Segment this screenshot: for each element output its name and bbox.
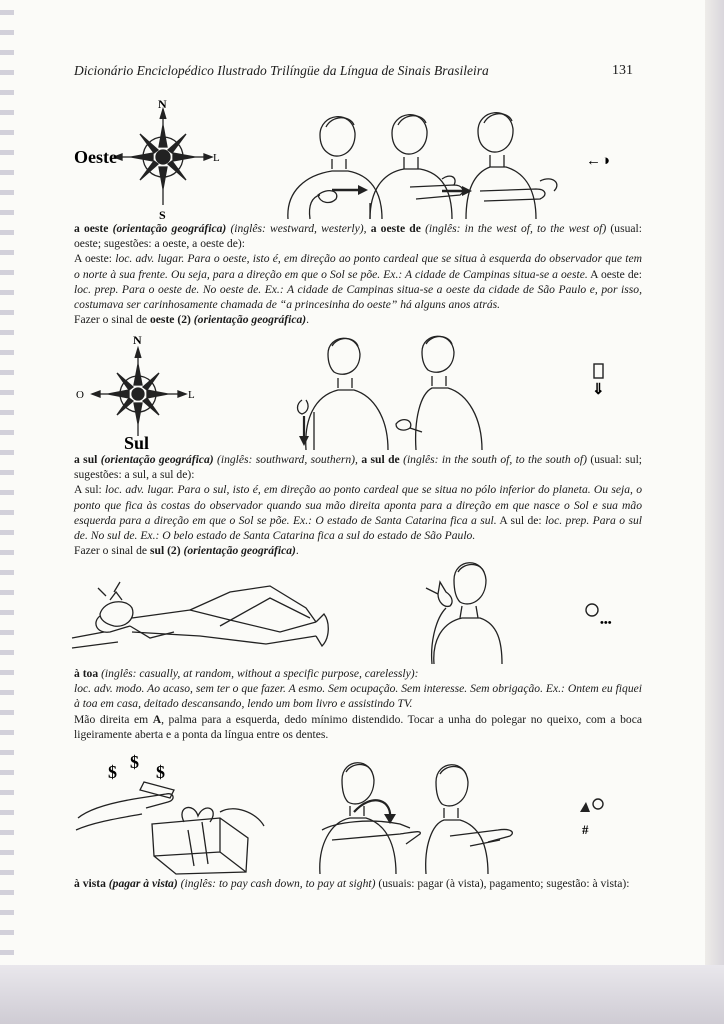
entry-usual: (usuais: pagar (à vista), pagamento; sugestão: à vista): [378, 877, 630, 890]
page-edge [705, 0, 724, 965]
entry-english: (inglês: southward, southern), [217, 453, 358, 466]
definition-head: A sul de: [499, 513, 542, 527]
page-number: 131 [612, 63, 633, 78]
compass-east-label: L [213, 152, 220, 164]
entry-english: (inglês: in the west of, to the west of) [425, 222, 607, 235]
figure-atoa [70, 552, 640, 664]
signer-figure [298, 338, 389, 450]
figure-oeste [70, 95, 640, 220]
sign-notation-sul: ⇓ [592, 382, 605, 398]
signer-figure [370, 115, 463, 219]
definition-head: A oeste de: [590, 267, 643, 281]
spiral-binding [0, 0, 14, 965]
sign-instruction: Fazer o sinal de [74, 544, 148, 558]
sign-end: . [306, 313, 310, 327]
sign-notation-oeste: ←◑ [586, 153, 611, 169]
entry-sul [74, 452, 642, 558]
entry-english: (inglês: in the south of, to the south of) [403, 453, 587, 466]
hand-shape-icon [594, 364, 603, 378]
entry-term: a sul [74, 453, 98, 466]
sign-notation-avista: # [582, 822, 589, 837]
definition-text: loc. adv. lugar. Para o sul, isto é, em direção ao ponto cardeal que se situa no pólo inferior do planeta. Ou seja, o ponto que fica às costas do observador quando sua mão direita aponta para a direção em que nasce o Sol e sua mão esquerda para a direção em que o Sol se põe. Ex.: O estado de Santa Catarina fica a sul. [74, 483, 642, 527]
reclining-person-illustration [72, 582, 328, 648]
entry-qualifier: (pagar à vista) [108, 877, 178, 890]
definition-text: loc. adv. modo. Ao acaso, sem ter o que fazer. A esmo. Sem ocupação. Sem interesse. Sem obrigação. Ex.: Ontem eu fiquei à toa em casa, deitado descansando, lendo um bom livro e assistindo TV. [74, 682, 642, 711]
compass-rose-icon [114, 109, 212, 205]
compass-rose-icon [92, 348, 186, 436]
compass-north-label: N [158, 97, 167, 111]
entry-english: (inglês: westward, westerly), [230, 222, 367, 235]
definition-text: loc. prep. Para o oeste de. No oeste de. Ex.: A cidade de Campinas situa-se a oeste da cidade de São Paulo e, por isso, costumava ser carinhosamente chamada de “a princesinha do oeste” há alguns anos atrás. [74, 282, 642, 312]
compass-east-label: L [188, 389, 195, 401]
entry-avista [74, 876, 642, 891]
definition-head: A sul: [74, 483, 102, 497]
hand-shape-icon [580, 802, 590, 812]
definition-text: loc. adv. lugar. Para o oeste, isto é, em direção ao ponto cardeal que se situa à esquerda do observador que tem o norte à sua frente. Ou seja, para a direção em que o Sol se põe. Ex.: A cidade de Campinas situa-se a oeste. [74, 252, 642, 281]
sign-notation-atoa: ••• [600, 617, 612, 629]
entry-english: (inglês: to pay cash down, to pay at sight) [180, 877, 376, 890]
compass-south-label: S [159, 208, 166, 222]
scanner-background [0, 965, 724, 1024]
dollar-sign: $ [108, 762, 117, 782]
signer-figure [320, 763, 421, 874]
definition-text: loc. prep. Para o sul de. No sul de. Ex.: O belo estado de Santa Catarina fica a sul do estado de São Paulo. [74, 513, 642, 543]
compass-south-label: Sul [124, 433, 150, 453]
hand-shape-icon [593, 799, 603, 809]
definition-head: A oeste: [74, 252, 112, 266]
sign-qualifier: (orientação geográfica) [183, 544, 296, 558]
sign-description: , palma para a esquerda, dedo mínimo distendido. Tocar a unha do polegar no queixo, com a boca ligeiramente aberta e a ponta da língua entre os dentes. [74, 712, 642, 741]
signer-figure [426, 563, 502, 664]
dollar-sign: $ [156, 762, 165, 782]
entry-qualifier: (orientação geográfica) [112, 222, 227, 235]
figure-avista [70, 752, 640, 874]
sign-instruction: Fazer o sinal de [74, 313, 148, 327]
entry-atoa [74, 666, 642, 742]
entry-qualifier: (orientação geográfica) [100, 453, 214, 466]
movement-arrow-icon [332, 185, 472, 196]
sign-description: Mão direita em [74, 712, 149, 726]
entry-english: (inglês: casually, at random, without a specific purpose, carelessly): [101, 667, 419, 680]
entry-term: a oeste [74, 222, 109, 235]
signer-figure [466, 113, 557, 219]
entry-oeste [74, 221, 642, 327]
entry-term: a sul de [361, 453, 400, 466]
movement-arrow-icon [299, 416, 309, 446]
signer-figure [426, 765, 513, 874]
hand-shape-icon [586, 604, 598, 616]
figure-sul [70, 328, 640, 453]
signer-figure [288, 117, 382, 219]
hand-configuration: A [152, 712, 162, 726]
entry-term: à vista [74, 877, 106, 890]
entry-term: a oeste de [370, 222, 421, 235]
sign-reference: sul (2) [149, 544, 181, 558]
entry-term: à toa [74, 667, 99, 680]
sign-end: . [295, 544, 299, 558]
sign-reference: oeste (2) [149, 313, 191, 327]
entry-usual: (usual: oeste; sugestões: a oeste, a oeste de): [74, 222, 642, 251]
entry-usual: (usual: sul; sugestões: a sul, a sul de): [74, 453, 643, 482]
payment-illustration [76, 782, 264, 874]
running-header: Dicionário Enciclopédico Ilustrado Trilíngüe da Língua de Sinais Brasileira [74, 63, 489, 78]
sign-qualifier: (orientação geográfica) [193, 313, 307, 327]
compass-west-label: O [76, 389, 84, 401]
compass-north-label: N [133, 333, 142, 347]
compass-west-label: Oeste [74, 147, 117, 167]
dollar-sign: $ [130, 752, 139, 772]
signer-figure [396, 336, 482, 450]
